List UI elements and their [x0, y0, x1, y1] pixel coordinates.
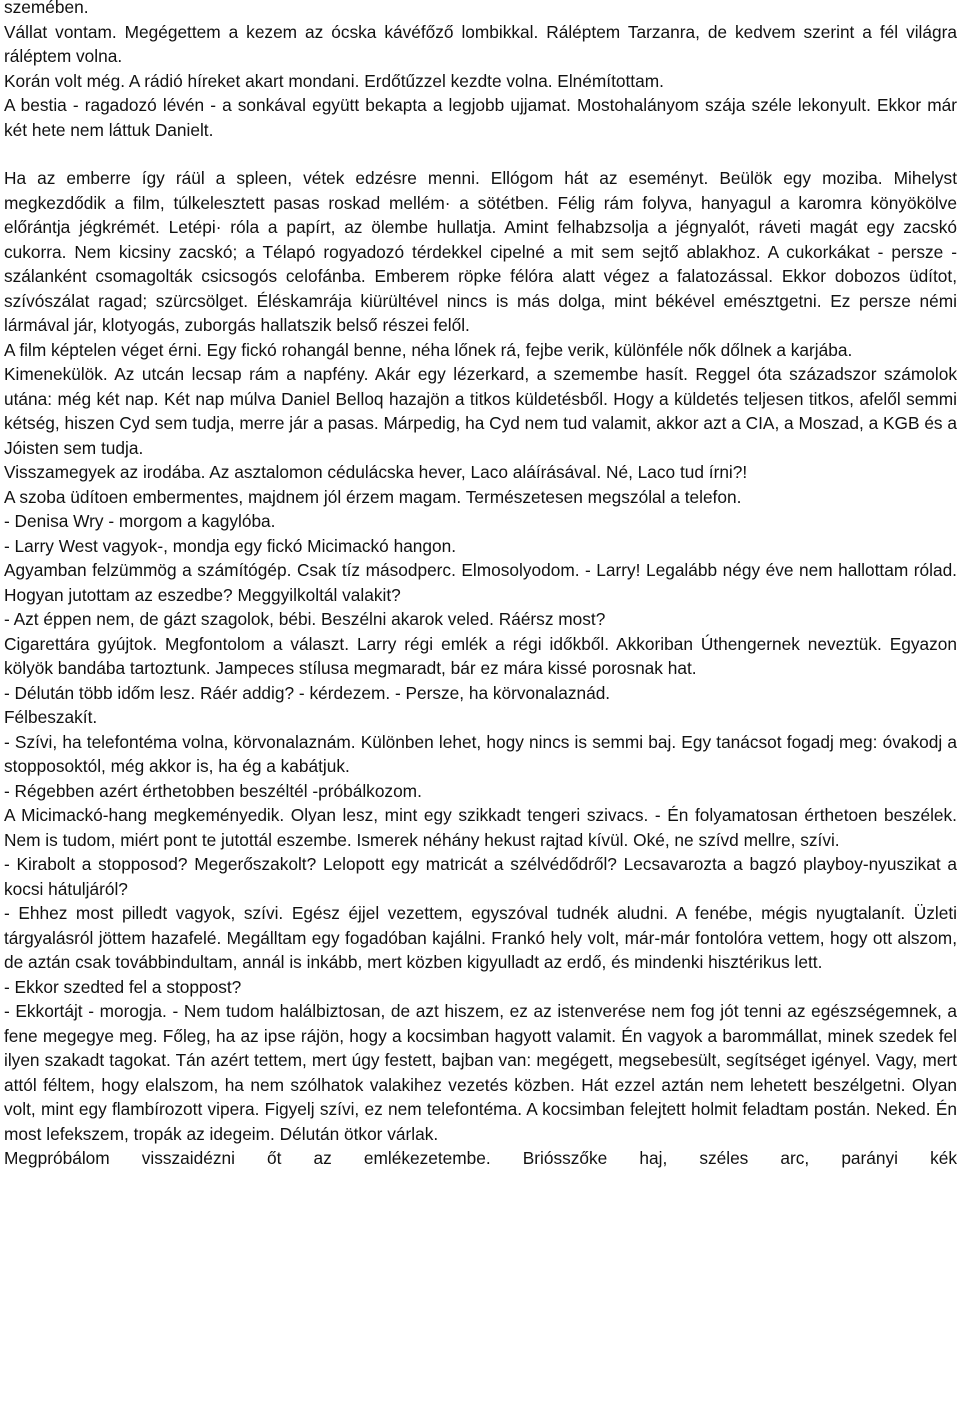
- paragraph: szemében.: [4, 0, 89, 17]
- paragraph: - Ekkortájt - morogja. - Nem tudom halálbiztosan, de azt hiszem, ez az istenverése nem fog jót tenni az egészségemnek, a fene megegye meg. Főleg, ha az ipse rájön, hogy a kocsimban hagyott valamit. Én vagyok a barommállat, minek szedek fel ilyen szakadt tagokat. Tán azért tettem, mert úgy festett, bajban van: megégett, megsebesült, segítséget igényel. Vagy, mert attól féltem, hogy elalszom, ha nem szólhatok valakihez vezetés közben. Hát ezzel aztán nem lehetett beszélgetni. Olyan volt, mint egy flambírozott vipera. Figyelj szívi, ez nem telefontéma. A kocsimban felejtett holmit feladtam postán. Neked. Én most lefekszem, tropák az idegeim. Délután ötkor várlak.: [4, 1001, 957, 1144]
- paragraph: - Délután több időm lesz. Ráér addig? - kérdezem. - Persze, ha körvonalaznád.: [4, 682, 611, 703]
- paragraph: Visszamegyek az irodába. Az asztalomon cédulácska hever, Laco aláírásával. Né, Laco tud írni?!: [4, 462, 748, 482]
- paragraph: - Larry West vagyok-, mondja egy fickó Micimackó hangon.: [4, 535, 457, 556]
- paragraph: Korán volt még. A rádió híreket akart mondani. Erdőtűzzel kezdte volna. Elnémítottam.: [4, 70, 664, 91]
- paragraph: Félbeszakít.: [4, 707, 98, 727]
- paragraph: - Szívi, ha telefontéma volna, körvonalaznám. Különben lehet, hogy nincs is semmi baj. Egy tanácsot fogadj meg: óvakodj a stopposoktól, még akkor is, ha ég a kabátjuk.: [4, 731, 957, 776]
- document-page: [4, 0, 957, 1171]
- paragraph: Megpróbálom visszaidézni őt az emlékezetembe. Briósszőke haj, széles arc, parányi kék: [4, 1148, 957, 1168]
- paragraph: - Ekkor szedted fel a stoppost?: [4, 976, 242, 997]
- paragraph: A Micimackó-hang megkeményedik. Olyan lesz, mint egy szikkadt tengeri szivacs. - Én folyamatosan érthetoen beszélek. Nem is tudom, miért pont te jutottál eszembe. Ismerek néhány hekust rajtad kívül. Oké, ne szívd mellre, szívi.: [4, 805, 957, 850]
- paragraph: - Ehhez most pilledt vagyok, szívi. Egész éjjel vezettem, egyszóval tudnék aludni. A fenébe, mégis nyugtalanít. Üzleti tárgyalásról jöttem hazafelé. Megálltam egy fogadóban kajálni. Frankó hely volt, már-már fontolóra vettem, hogy ott alszom, de aztán csak továbbindultam, annál is inkább, mert közben kigyulladt az erdő, és mindenki hisztérikus lett.: [4, 903, 957, 972]
- paragraph: - Denisa Wry - morgom a kagylóba.: [4, 511, 276, 531]
- paragraph: - Kirabolt a stopposod? Megerőszakolt? Lelopott egy matricát a szélvédődről? Lecsavarozta a bagzó playboy-nyuszikat a kocsi hátuljáról?: [4, 854, 957, 899]
- paragraph: Ha az emberre így ráül a spleen, vétek edzésre menni. Ellógom hát az eseményt. Beülök egy moziba. Mihelyst megkezdődik a film, túlkelesztett pasas roskad mellém· a sötétben. Félig rám folyva, hanyagul a karomra könyökölve előrántja jégkrémét. Letépi· róla a papírt, az ölembe hullatja. Amint felhabzsolja a jégnyalót, ráveti magát egy zacskó cukorra. Nem kicsiny zacskó; a Télapó rogyadozó térdekkel cipelné a mit sem sejtő ablakhoz. A cukorkákat - persze - szálanként csomagolták csicsogós celofánba. Emberem röpke félóra alatt végez a falatozással. Ekkor dobozos üdítot, szívószálat ragad; szürcsölget. Éléskamrája kiürültével nincs is más dolga, mint békével emésztgetni. Ez persze némi lármával jár, klotyogás, zuborgás hallatszik belső részei felől.: [4, 168, 957, 335]
- paragraph: - Régebben azért érthetobben beszéltél -próbálkozom.: [4, 780, 422, 801]
- paragraph: - Azt éppen nem, de gázt szagolok, bébi. Beszélni akarok veled. Ráérsz most?: [4, 609, 606, 629]
- paragraph: A film képtelen véget érni. Egy fickó rohangál benne, néha lőnek rá, fejbe verik, különféle nők dőlnek a karjába.: [4, 339, 853, 360]
- paragraph: Cigarettára gyújtok. Megfontolom a választ. Larry régi emlék a régi időkből. Akkoriban Úthengernek neveztük. Egyazon kölyök bandába tartoztunk. Jampeces stílusa megmaradt, bár ez mára kissé porosnak hat.: [4, 633, 957, 678]
- paragraph: Kimenekülök. Az utcán lecsap rám a napfény. Akár egy lézerkard, a szemembe hasít. Reggel óta századszor számolok utána: még két nap. Két nap múlva Daniel Belloq hazajön a titkos küldetésből. Hogy a küldetés teljesen titkos, afelől semmi kétség, hiszen Cyd sem tudja, merre jár a pasas. Márpedig, ha Cyd nem tud valamit, akkor azt a CIA, a Moszad, a KGB és a Jóisten sem tudja.: [4, 364, 957, 458]
- paragraph: Agyamban felzümmög a számítógép. Csak tíz másodperc. Elmosolyodom. - Larry! Legalább négy éve nem hallottam rólad. Hogyan jutottam az eszedbe? Meggyilkoltál valakit?: [4, 560, 957, 605]
- paragraph: A szoba üdítoen embermentes, majdnem jól érzem magam. Természetesen megszólal a telefon.: [4, 486, 742, 507]
- paragraph: A bestia - ragadozó lévén - a sonkával együtt bekapta a legjobb ujjamat. Mostohalányom szája széle lekonyult. Ekkor már két hete nem láttuk Danielt.: [4, 95, 957, 140]
- paragraph: Vállat vontam. Megégettem a kezem az ócska kávéfőző lombikkal. Ráléptem Tarzanra, de kedvem szerint a fél világra ráléptem volna.: [4, 21, 957, 66]
